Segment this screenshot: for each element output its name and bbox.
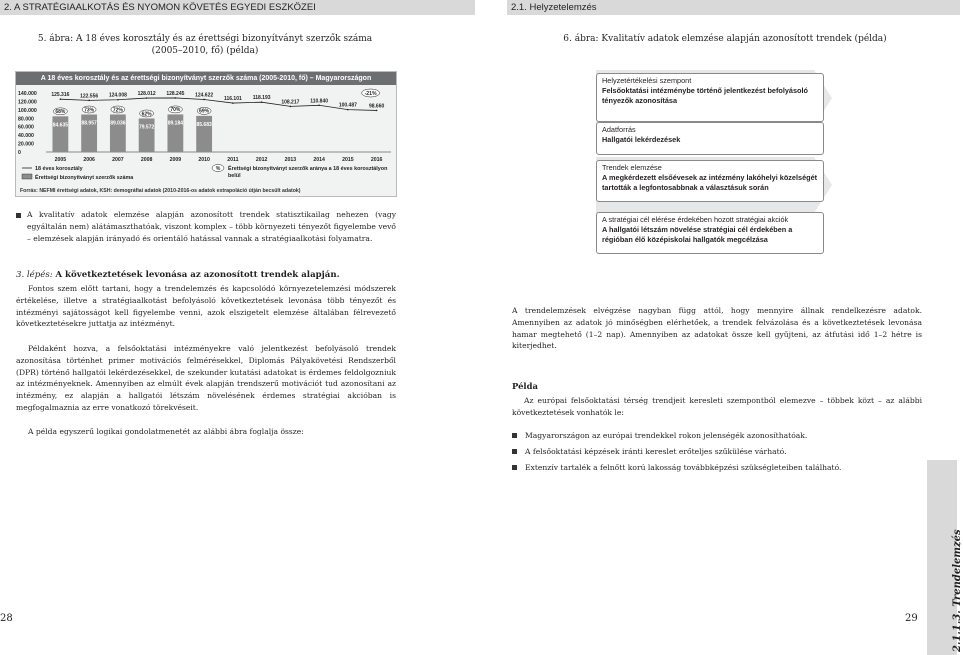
line-point xyxy=(376,110,378,112)
x-tick-label: 2005 xyxy=(54,157,67,163)
bar-value-label: 89.184 xyxy=(167,120,184,127)
line-point xyxy=(232,102,234,104)
bullet-icon xyxy=(512,433,517,438)
bar-value-label: 85.683 xyxy=(196,121,212,128)
line-value-label: 128.012 xyxy=(137,91,156,98)
flow-box-3-label: Trendek elemzése xyxy=(602,163,662,172)
step3-paragraph-1: Fontos szem előtt tartani, hogy a trendelemzés és kapcsolódó környezetelemzési módszerek értékelése, illetve a stratégiaalkotást befolyásoló következtetések levonása több tényezőt és intézményi sajátosságot kell figyelembe venni, azok elszigetelt elemzése általában félrevezető következtetésekre juttatja az intézményt. xyxy=(16,284,396,329)
x-tick-label: 2013 xyxy=(284,157,297,163)
left-figure-caption xyxy=(15,33,395,57)
line-value-label: 124.008 xyxy=(108,92,127,99)
ratio-label: 62% xyxy=(141,111,152,118)
chart-title: A 18 éves korosztály és az érettségi bizonyítványt szerzők száma (2005-2010, fő) – Magyarországon xyxy=(16,72,396,85)
flow-box-3-value: A megkérdezett elsőévesek az intézmény lakóhelyi közelségét tartották a legfontosabbnak a választásuk során xyxy=(602,173,818,192)
example-bullet-item xyxy=(512,446,922,462)
left-header-bar xyxy=(0,0,475,15)
sidebar-label: 2.1.1.3. Trendelemzés xyxy=(952,529,963,652)
y-tick-label: 120.000 xyxy=(18,99,37,106)
section-sidebar xyxy=(927,460,963,655)
line-value-label: 122.556 xyxy=(80,93,99,100)
line-value-label: 128.245 xyxy=(166,90,185,97)
flow-box-4-label: A stratégiai cél elérése érdekében hozott stratégiai akciók xyxy=(602,215,789,224)
line-series xyxy=(60,98,376,110)
bar-value-label: 84.635 xyxy=(52,122,69,129)
line-point xyxy=(175,97,177,99)
y-tick-label: 140.000 xyxy=(18,91,37,97)
example-bullet-text: Magyarországon az európai trendekkel rokon jelenségék azonosíthatóak. xyxy=(525,431,808,440)
line-point xyxy=(117,99,119,101)
x-tick-label: 2010 xyxy=(198,157,210,163)
line-point xyxy=(146,97,148,99)
example-bullet-item xyxy=(512,430,922,446)
example-bullet-list xyxy=(512,430,922,478)
bar-value-label: 79.572 xyxy=(138,124,155,131)
bar-value-label: 88.957 xyxy=(81,120,97,127)
line-value-label: 110.840 xyxy=(310,98,329,105)
x-tick-label: 2014 xyxy=(313,157,325,163)
step3-prefix: 3. lépés: xyxy=(16,270,56,280)
legend-pct-label-2: belül xyxy=(228,173,241,179)
line-value-label: 108.217 xyxy=(281,99,300,106)
line-point xyxy=(60,98,62,100)
flow-box-3 xyxy=(596,160,824,202)
chart-source: Forrás: NEFMI érettségi adatok, KSH: demográfiai adatok (2010-2016-os adatok extrapoláció útján becsült adatok) xyxy=(20,188,301,194)
step3-heading xyxy=(16,270,396,282)
chart-svg xyxy=(16,85,396,196)
ratio-label: 68% xyxy=(55,109,66,116)
flow-box-4 xyxy=(596,212,824,254)
ratio-label: 72% xyxy=(112,107,123,114)
right-figure-caption: 6. ábra: Kvalitatív adatok elemzése alapján azonosított trendek (példa) xyxy=(563,34,887,44)
left-bullet-text: A kvalitatív adatok elemzése alapján azonosított trendek statisztikailag nehezen (vagy egyáltalán nem) alátámaszthatóak, viszont komplex – több környezeti tényezőt figyelembe vevő – elemzések alapján irányadó és orientáló hatással vannak a stratégiaalkotási folyamatra. xyxy=(27,210,396,243)
y-tick-label: 40.000 xyxy=(18,133,34,140)
x-tick-label: 2015 xyxy=(342,157,354,163)
ratio-label: 73% xyxy=(84,107,95,114)
y-tick-label: 80.000 xyxy=(18,116,34,123)
line-value-label: 116.101 xyxy=(223,96,242,103)
ratio-label: 69% xyxy=(199,108,210,115)
bullet-icon xyxy=(16,213,21,218)
legend-pct-symbol: % xyxy=(215,166,221,172)
legend-pct-label: Érettségi bizonyítványt szerzők aránya a 18 éves korosztályon xyxy=(228,166,388,172)
legend-bar-swatch xyxy=(22,174,32,179)
x-tick-label: 2006 xyxy=(83,157,95,163)
y-tick-label: 20.000 xyxy=(18,141,34,148)
line-value-label: 124.622 xyxy=(195,92,214,99)
legend-bar-label: Érettségi bizonyítványt szerzők száma xyxy=(35,175,134,181)
bullet-icon xyxy=(512,465,517,470)
y-tick-label: 60.000 xyxy=(18,124,34,131)
flow-box-1-value: Felsőoktatási intézménybe történő jelentkezést befolyásoló tényezők azonosítása xyxy=(602,86,808,105)
line-point xyxy=(318,104,320,106)
flow-box-4-value: A hallgatói létszám növelése stratégiai cél érdekében a régióban élő középiskolai hallgatók megcélzása xyxy=(602,225,793,244)
line-point xyxy=(203,99,205,101)
example-heading: Példa xyxy=(512,381,538,391)
step3-paragraph-2: Példaként hozva, a felsőoktatási intézményekre való jelentkezést befolyásoló trendek azonosítása történhet primer motivációs felmérésekkel, Diplomás Pályakövetési Rendszerből (DPR) történő hallgatói lekérdezésekkel, de szekunder kutatási adatokat is érdemes feldolgozniuk az intézményeknek. Amennyiben az elmúlt évek alapján trendszerű motivációt tud azonosítani az intézmény, ez alapján a hallgatói létszám növelésének érdemes stratégiai akcióban is megfogalmaznia az erre vonatkozó törekvéseit. xyxy=(16,344,396,412)
line-point xyxy=(347,109,349,111)
line-value-label: 118.193 xyxy=(252,95,271,102)
right-paragraph-1: A trendelemzések elvégzése nagyban függ attól, hogy mennyire állnak rendelkezésre adatok. Amennyiben az adatok jó minőségben elérhetőek, a trendek felvázolása és a következtetések levonása hamar megtehető (1–2 nap). Amennyiben az adatokat össze kell gyűjteni, az átfutási idő 1–2 hétre is kiterjedhet. xyxy=(512,306,922,351)
ratio-label: 70% xyxy=(170,107,181,114)
line-point xyxy=(261,101,263,103)
left-page-number: 28 xyxy=(0,613,13,624)
x-tick-label: 2008 xyxy=(140,157,153,163)
right-page-number: 29 xyxy=(905,613,918,624)
example-bullet-text: Extenzív tartalék a felnőtt korú lakosság továbbképzési szükségleteiben található. xyxy=(525,463,842,472)
right-header-title: 2.1. Helyzetelemzés xyxy=(511,2,597,13)
line-point xyxy=(88,100,90,102)
x-tick-label: 2009 xyxy=(169,157,182,163)
step3-paragraph-3: A példa egyszerű logikai gondolatmenetét az alábbi ábra foglalja össze: xyxy=(28,427,304,436)
change-label: -21% xyxy=(364,90,377,97)
bullet-icon xyxy=(512,449,517,454)
left-bullet-item xyxy=(16,209,396,244)
legend-line-label: 18 éves korosztály xyxy=(35,166,83,172)
flow-box-2 xyxy=(596,122,824,155)
flow-box-1-label: Helyzetértékelési szempont xyxy=(602,76,692,85)
example-bullet-item xyxy=(512,462,922,478)
flow-box-2-label: Adatforrás xyxy=(602,125,636,134)
flow-box-2-value: Hallgatói lekérdezések xyxy=(602,135,681,144)
x-tick-label: 2011 xyxy=(227,157,239,163)
x-tick-label: 2012 xyxy=(255,157,268,163)
line-point xyxy=(290,106,292,108)
line-value-label: 100.487 xyxy=(338,102,357,109)
bar-value-label: 89.036 xyxy=(110,120,126,127)
line-value-label: 125.316 xyxy=(51,92,70,99)
y-tick-label: 0 xyxy=(18,150,21,156)
x-tick-label: 2007 xyxy=(112,157,124,163)
chart-panel xyxy=(15,71,397,197)
flow-box-1 xyxy=(596,73,824,122)
example-intro: Az európai felsőoktatási térség trendjeit keresleti szempontból elemezve – többek közt – az alábbi következtetések vonhatók le: xyxy=(512,396,922,417)
line-value-label: 98.660 xyxy=(368,103,385,110)
x-tick-label: 2016 xyxy=(370,157,383,163)
left-header-title: 2. A STRATÉGIAALKOTÁS ÉS NYOMON KÖVETÉS EGYEDI ESZKÖZEI xyxy=(4,2,316,13)
right-header-bar xyxy=(507,0,960,15)
left-caption-line1: 5. ábra: A 18 éves korosztály és az érettségi bizonyítványt szerzők száma xyxy=(37,34,373,44)
y-tick-label: 100.000 xyxy=(18,107,37,114)
example-bullet-text: A felsőoktatási képzések iránti kereslet erőteljes szűkülése várható. xyxy=(525,447,787,456)
step3-title: A következtetések levonása az azonosított trendek alapján. xyxy=(55,270,340,280)
left-caption-line2: (2005–2010, fő) (példa) xyxy=(151,46,259,56)
